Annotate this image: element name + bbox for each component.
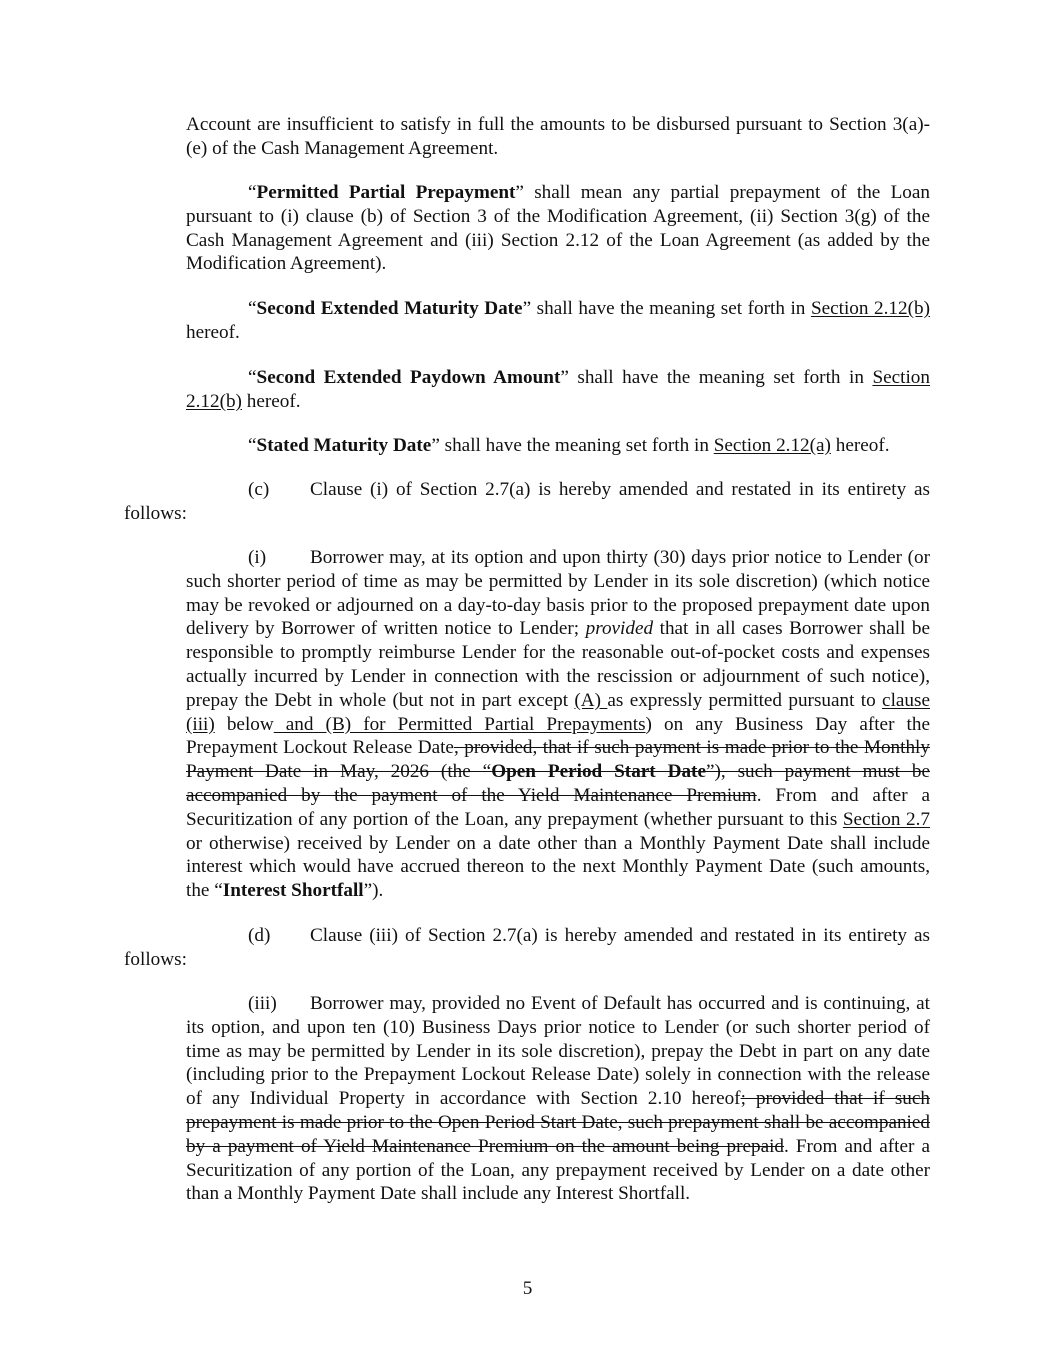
- definition-permitted-partial-prepayment: [186, 181, 930, 276]
- amendment-clause-d: [124, 924, 930, 972]
- underlined-insertion: Section 2.12(a): [713, 435, 831, 456]
- text-run: ”).: [363, 880, 384, 902]
- text-run: ” shall have the meaning set forth in: [560, 367, 873, 388]
- text-run: or otherwise) received by Lender on a date other than a Monthly Payment Date shall include interest which would have accrued thereon to the next Monthly Payment Date (such amounts, the “: [186, 832, 930, 902]
- text-run: “: [248, 367, 257, 388]
- definition-second-extended-paydown-amount: [186, 366, 930, 414]
- text-run: Borrower may, provided no Event of Default has occurred and is continuing, at its option, and upon ten (10) Business Days prior notice to Lender (or such shorter period of time as may be permitted by Lender in its sole discretion), prepay the Debt in part on any date (including prior to the Prepayment Lockout Release Date) solely in connection with the release of any Individual Property in accordance with Section 2.10 hereof: [186, 993, 930, 1110]
- text-run: that in all cases Borrower shall be responsible to promptly reimburse Lender for the reasonable out-of-pocket costs and expenses actually incurred by Lender in connection with the rescission or adjournment of such notice), prepay the Debt in whole (but not in part except: [186, 618, 931, 711]
- defined-term: Second Extended Paydown Amount: [256, 367, 561, 388]
- defined-term: Interest Shortfall: [222, 880, 364, 902]
- restated-clause-i: [186, 546, 930, 903]
- clause-label: (c): [248, 479, 270, 500]
- clause-label: (iii): [248, 993, 277, 1014]
- text-run: “: [248, 182, 257, 203]
- text-run: below: [214, 713, 274, 735]
- text-run: “: [248, 298, 257, 319]
- defined-term: Stated Maturity Date: [256, 435, 432, 456]
- text-run: ” shall have the meaning set forth in: [431, 435, 714, 456]
- underlined-insertion: Section 2.12(b): [186, 367, 930, 412]
- text-run: ” shall mean any partial prepayment of the Loan pursuant to (i) clause (b) of Section 3 of the Modification Agreement, (ii) Section 3(g) of the Cash Management Agreement and (iii) Section 2.12 of the Loan Agreement (as added by the Modification Agreement).: [186, 182, 930, 275]
- text-run: . From and after a Securitization of any portion of the Loan, any prepayment (whether pursuant to this: [186, 784, 930, 830]
- definition-second-extended-maturity-date: [186, 297, 930, 345]
- defined-term: Second Extended Maturity Date: [256, 298, 523, 319]
- clause-label: (d): [248, 925, 271, 946]
- restated-clause-iii: [186, 992, 930, 1206]
- underlined-insertion: clause (iii): [186, 689, 930, 735]
- text-run: “: [248, 435, 257, 456]
- underlined-insertion: Section 2.7: [842, 808, 930, 830]
- italic-text: provided: [585, 618, 654, 640]
- text-run: Account are insufficient to satisfy in full the amounts to be disbursed pursuant to Section 3(a)-(e) of the Cash Management Agreement.: [186, 114, 930, 159]
- text-run: hereof.: [830, 435, 890, 456]
- clause-label: (i): [248, 547, 267, 568]
- text-run: Borrower may, at its option and upon thirty (30) days prior notice to Lender (or such shorter period of time as may be permitted by Lender in its sole discretion) (which notice may be revoked or adjourned on a day-to-day basis prior to the proposed prepayment date upon delivery by Borrower of written notice to Lender;: [186, 547, 930, 640]
- text-run: . From and after a Securitization of any portion of the Loan, any prepayment received by Lender on a date other than a Monthly Payment Date shall include any Interest Shortfall.: [186, 1135, 930, 1205]
- struck-deletion: ; provided that if such prepayment is made prior to the Open Period Start Date, such prepayment shall be accompanied by a payment of Yield Maintenance Premium on the amount being prepaid: [186, 1088, 930, 1157]
- struck-deletion: Open Period Start Date: [491, 761, 706, 783]
- underlined-insertion: Section 2.12(b): [810, 298, 930, 319]
- text-run: ) on any Business Day after the Prepayment Lockout Release Date: [186, 713, 930, 759]
- definition-stated-maturity-date: [186, 434, 930, 458]
- underlined-insertion: and (B) for Permitted Partial Prepayments: [273, 713, 646, 735]
- text-run: Clause (iii) of Section 2.7(a) is hereby amended and restated in its entirety as follows:: [124, 925, 930, 970]
- text-run: as expressly permitted pursuant to: [607, 689, 883, 711]
- paragraph-cash-management-continuation: [186, 113, 930, 161]
- amendment-clause-c: [124, 478, 930, 526]
- struck-deletion: ”), such payment must be accompanied by the payment of the Yield Maintenance Premium: [186, 761, 930, 806]
- text-run: hereof.: [241, 390, 301, 412]
- text-run: hereof.: [186, 321, 240, 343]
- text-run: ” shall have the meaning set forth in: [522, 298, 811, 319]
- defined-term: Permitted Partial Prepayment: [256, 182, 516, 203]
- text-run: Clause (i) of Section 2.7(a) is hereby amended and restated in its entirety as follows:: [124, 479, 930, 524]
- struck-deletion: , provided, that if such payment is made prior to the Monthly Payment Date in May, 2026 (the “: [186, 737, 930, 783]
- underlined-insertion: (A): [574, 689, 608, 711]
- page-number: 5: [522, 1278, 533, 1299]
